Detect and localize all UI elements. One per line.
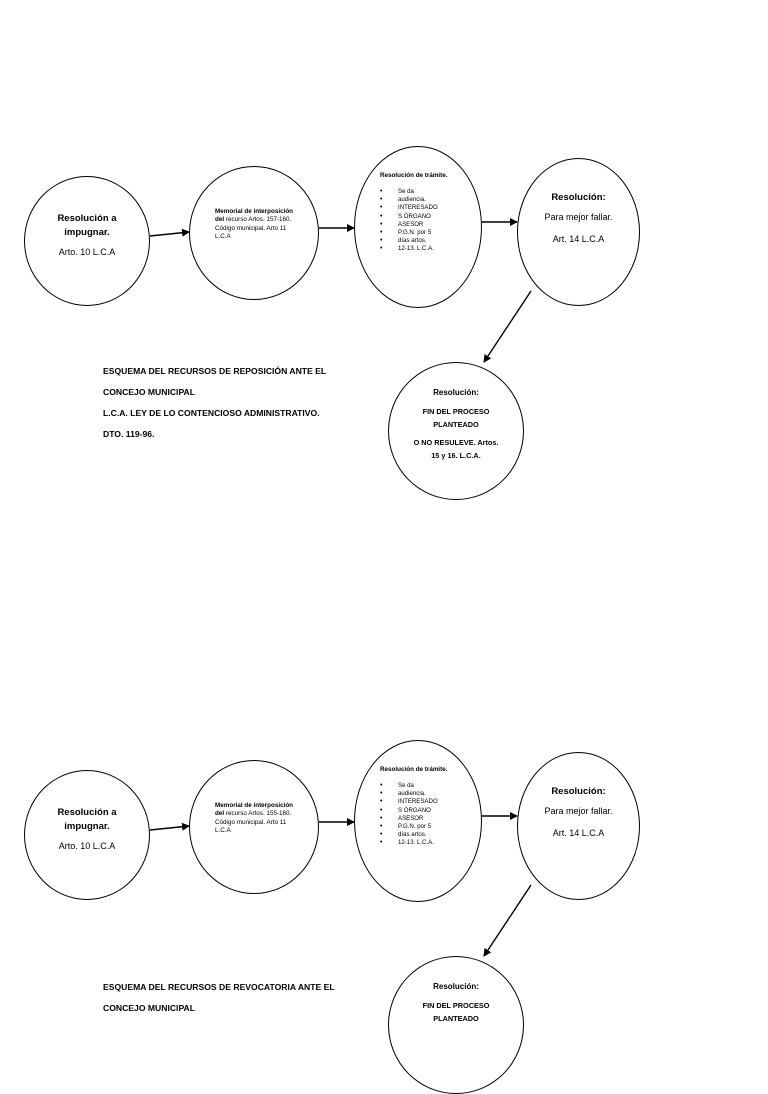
node-title: Resolución: (551, 192, 606, 203)
caption-line: ESQUEMA DEL RECURSOS DE REPOSICIÓN ANTE EL (103, 366, 327, 376)
caption-line: DTO. 119-96. (103, 429, 155, 439)
list-item: • audiencia. (380, 196, 466, 204)
node-body: FIN DEL PROCESO PLANTEADO (422, 1001, 490, 1023)
node-title: Resolución de trámite. (380, 172, 448, 179)
node-tramite-list (380, 188, 466, 254)
node-fin-proceso (388, 956, 524, 1094)
node-tramite-list (380, 782, 466, 848)
list-item: • P.G.N. por 5 (380, 823, 466, 831)
node-reference: Art. 14 L.C.A (552, 234, 605, 244)
arrow-mejor-fallar-to-fin (484, 291, 531, 362)
node-reference: Arto. 10 L.C.A (58, 247, 116, 257)
node-title: Resolución: (433, 982, 479, 991)
caption-line: CONCEJO MUNICIPAL (103, 1003, 195, 1013)
list-item: • Se da (380, 782, 466, 790)
node-body: Para mejor fallar. (544, 212, 613, 222)
list-item: • días artos. (380, 237, 466, 245)
list-item: • S ÓRGANO (380, 213, 466, 221)
diagram-caption (103, 361, 326, 445)
list-item: • 12-13. L.C.A. (380, 839, 466, 847)
node-reference: Art. 14 L.C.A (552, 828, 605, 838)
list-item: • Se da (380, 188, 466, 196)
node-title: Resolución: (551, 786, 606, 797)
caption-line: L.C.A. LEY DE LO CONTENCIOSO ADMINISTRATIVO. (103, 408, 320, 418)
node-memorial-text: recurso Artos. 157-160. Código municipal. Arto 11 L.C.A (215, 216, 292, 240)
caption-line: CONCEJO MUNICIPAL (103, 387, 195, 397)
node-title: Resolución a impugnar. (57, 213, 117, 238)
caption-line: ESQUEMA DEL RECURSOS DE REVOCATORIA ANTE EL (103, 982, 335, 992)
node-body-secondary: O NO RESULEVE. Artos. 15 y 16. L.C.A. (413, 438, 499, 460)
list-item: • 12-13. L.C.A. (380, 245, 466, 253)
node-body: Para mejor fallar. (544, 806, 613, 816)
arrow-mejor-fallar-to-fin (484, 885, 531, 956)
list-item: • INTERESADO (380, 204, 466, 212)
node-title: Resolución: (433, 388, 479, 397)
list-item: • P.G.N. por 5 (380, 229, 466, 237)
list-item: • INTERESADO (380, 798, 466, 806)
node-title: Resolución de trámite. (380, 766, 448, 773)
node-body: FIN DEL PROCESO PLANTEADO (422, 407, 490, 429)
arrow-impugnar-to-memorial (150, 826, 189, 830)
diagram-caption (103, 977, 335, 1019)
node-memorial-bold-text: Memorial de interposición del (215, 802, 294, 818)
list-item: • audiencia. (380, 790, 466, 798)
arrow-impugnar-to-memorial (150, 232, 189, 236)
list-item: • días artos. (380, 831, 466, 839)
list-item: • ASESOR (380, 221, 466, 229)
list-item: • ASESOR (380, 815, 466, 823)
node-memorial-bold-text: Memorial de interposición del (215, 208, 294, 224)
node-memorial-text: recurso Artos. 155-160. Código municipal. Arto 11 L.C.A (215, 810, 292, 834)
list-item: • S ÓRGANO (380, 807, 466, 815)
node-title: Resolución a impugnar. (57, 807, 117, 832)
node-reference: Arto. 10 L.C.A (58, 841, 116, 851)
